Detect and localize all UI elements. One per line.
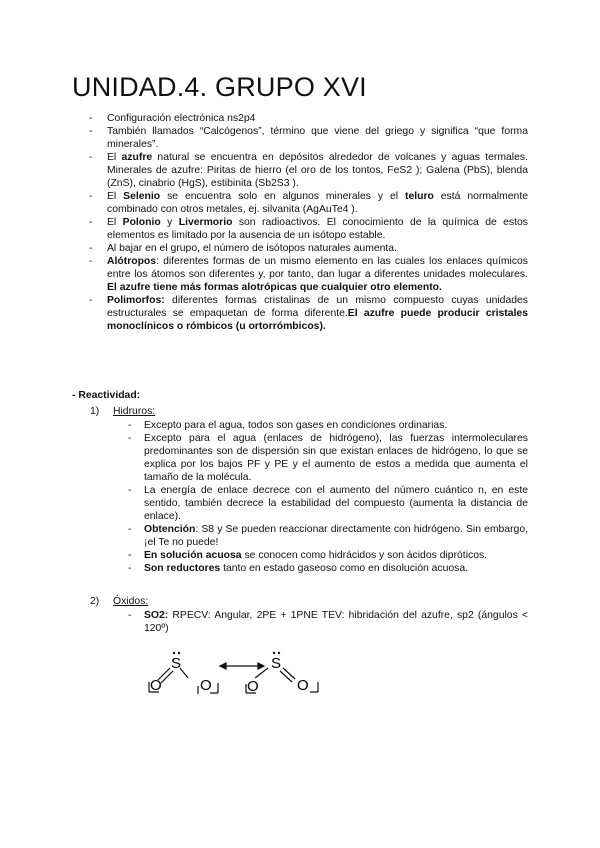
bold-text: Son reductores — [144, 563, 221, 574]
reactividad-heading: - Reactividad: — [72, 390, 141, 401]
bullet-dash: - — [89, 217, 93, 228]
bold-text: Obtención — [144, 524, 196, 535]
hidruros-list — [128, 419, 528, 575]
list-item — [72, 242, 528, 255]
list-item — [72, 151, 528, 190]
bold-text: El azufre puede producir cristales monoclínicos o rómbicos (u ortorrómbicos). — [107, 308, 528, 332]
bullet-dash: - — [128, 420, 132, 431]
bullet-dash: - — [128, 524, 132, 535]
text: Configuración electrónica ns2p4 — [107, 113, 256, 124]
text: El — [107, 191, 124, 202]
text: Excepto para el agua, todos son gases en condiciones ordinarias. — [144, 420, 448, 431]
text: El — [107, 152, 122, 163]
text: La energía de enlace decrece con el aumento del número cuántico n, en este sentido, también decrece la estabilidad del compuesto (aumenta la distancia de enlace). — [144, 485, 528, 522]
hidruros-item — [128, 549, 528, 562]
so2-left-oxygen-2: O — [200, 677, 212, 694]
text: se conocen como hidrácidos y son ácidos dipróticos. — [241, 550, 488, 561]
text: diferentes formas cristalinas de un mismo compuesto cuyas unidades estructurales se empaquetan de forma diferente. — [107, 295, 528, 319]
bullet-dash: - — [128, 610, 132, 621]
so2-right-oxygen-1: O — [247, 678, 259, 695]
list-item — [72, 125, 528, 151]
hidruros-item — [128, 419, 528, 432]
list-item — [72, 190, 528, 216]
hidruros-item — [128, 484, 528, 523]
bullet-dash: - — [89, 243, 93, 254]
text: se encuentra solo en algunos minerales y el — [160, 191, 405, 202]
bold-text: Polimorfos: — [107, 295, 165, 306]
bullet-dash: - — [89, 191, 93, 202]
text: También llamados “Calcógenos”, término que viene del griego y significa “que forma minerales”. — [107, 126, 528, 150]
bold-text: SO2: — [144, 610, 169, 621]
bullet-dash: - — [89, 295, 93, 306]
text: : diferentes formas de un mismo elemento en las cuales los enlaces químicos entre los átomos son diferentes y, por tanto, dan lugar a diferentes unidades moleculares. — [107, 256, 528, 280]
text: son radioactivos. El conocimiento de la química de estos elementos es limitado por la ausencia de un isótopo estable. — [107, 217, 528, 241]
text: El — [107, 217, 123, 228]
text: tanto en estado gaseoso como en disolución acuosa. — [220, 563, 469, 574]
oxidos-label: Óxidos: — [113, 596, 149, 607]
list-item — [72, 255, 528, 294]
bullet-dash: - — [89, 152, 93, 163]
bold-text: Alótropos — [107, 256, 157, 267]
bold-text: azufre — [121, 152, 153, 163]
intro-list — [72, 112, 528, 333]
bullet-dash: - — [128, 433, 132, 444]
hidruros-item — [128, 432, 528, 484]
list-item — [72, 112, 528, 125]
hidruros-item — [128, 562, 528, 575]
page-title: UNIDAD.4. GRUPO XVI — [72, 72, 367, 102]
bold-text: Selenio — [123, 191, 161, 202]
so2-left-oxygen-1: O — [150, 677, 162, 694]
hidruros-item — [128, 523, 528, 549]
hidruros-label: Hidruros: — [113, 406, 156, 417]
bold-text: El azufre tiene más formas alotrópicas que cualquier otro elemento. — [107, 282, 442, 293]
bold-text: teluro — [404, 191, 434, 202]
bold-text: Polonio — [122, 217, 161, 228]
bullet-dash: - — [128, 485, 132, 496]
bullet-dash: - — [89, 126, 93, 137]
text: Al bajar en el grupo, el número de isótopos naturales aumenta. — [107, 243, 397, 254]
oxidos-item — [128, 609, 528, 635]
text: y — [160, 217, 179, 228]
text: está normalmente combinado con otros metales, ej. silvanita (AgAuTe4 ). — [107, 191, 528, 215]
oxidos-list — [128, 609, 528, 635]
so2-left-sulfur: S — [171, 655, 182, 672]
bold-text: Livermorio — [178, 217, 233, 228]
oxidos-number: 2) — [90, 596, 100, 607]
bullet-dash: - — [89, 256, 93, 267]
list-item — [72, 294, 528, 333]
bullet-dash: - — [89, 113, 93, 124]
text: : S8 y Se pueden reaccionar directamente con hidrógeno. Sin embargo, ¡el Te no puede! — [144, 524, 528, 548]
bullet-dash: - — [128, 550, 132, 561]
text: Excepto para el agua (enlaces de hidrógeno), las fuerzas intermoleculares predominantes son de dispersión sin que existan enlaces de hidrógeno, lo que se explica por los bajos PF y PE y el aumento de estos a medida que aumenta el tamaño de la molécula. — [144, 433, 528, 483]
bullet-dash: - — [128, 563, 132, 574]
resonance-arrow — [220, 663, 264, 669]
list-item — [72, 216, 528, 242]
so2-right-sulfur: S — [271, 655, 282, 672]
text: natural se encuentra en depósitos alrededor de volcanes y aguas termales. Minerales de azufre: Piritas de hierro (el oro de los tontos, FeS2 ); Galena (PbS), blenda (ZnS), cinabrio (HgS), estibinita (Sb2S3 ). — [107, 152, 528, 189]
hidruros-number: 1) — [90, 406, 100, 417]
bold-text: En solución acuosa — [144, 550, 242, 561]
so2-right-oxygen-2: O — [297, 677, 309, 694]
so2-resonance-diagram — [140, 648, 380, 708]
text: RPECV: Angular, 2PE + 1PNE TEV: hibridación del azufre, sp2 (ángulos < 120º) — [144, 610, 528, 634]
